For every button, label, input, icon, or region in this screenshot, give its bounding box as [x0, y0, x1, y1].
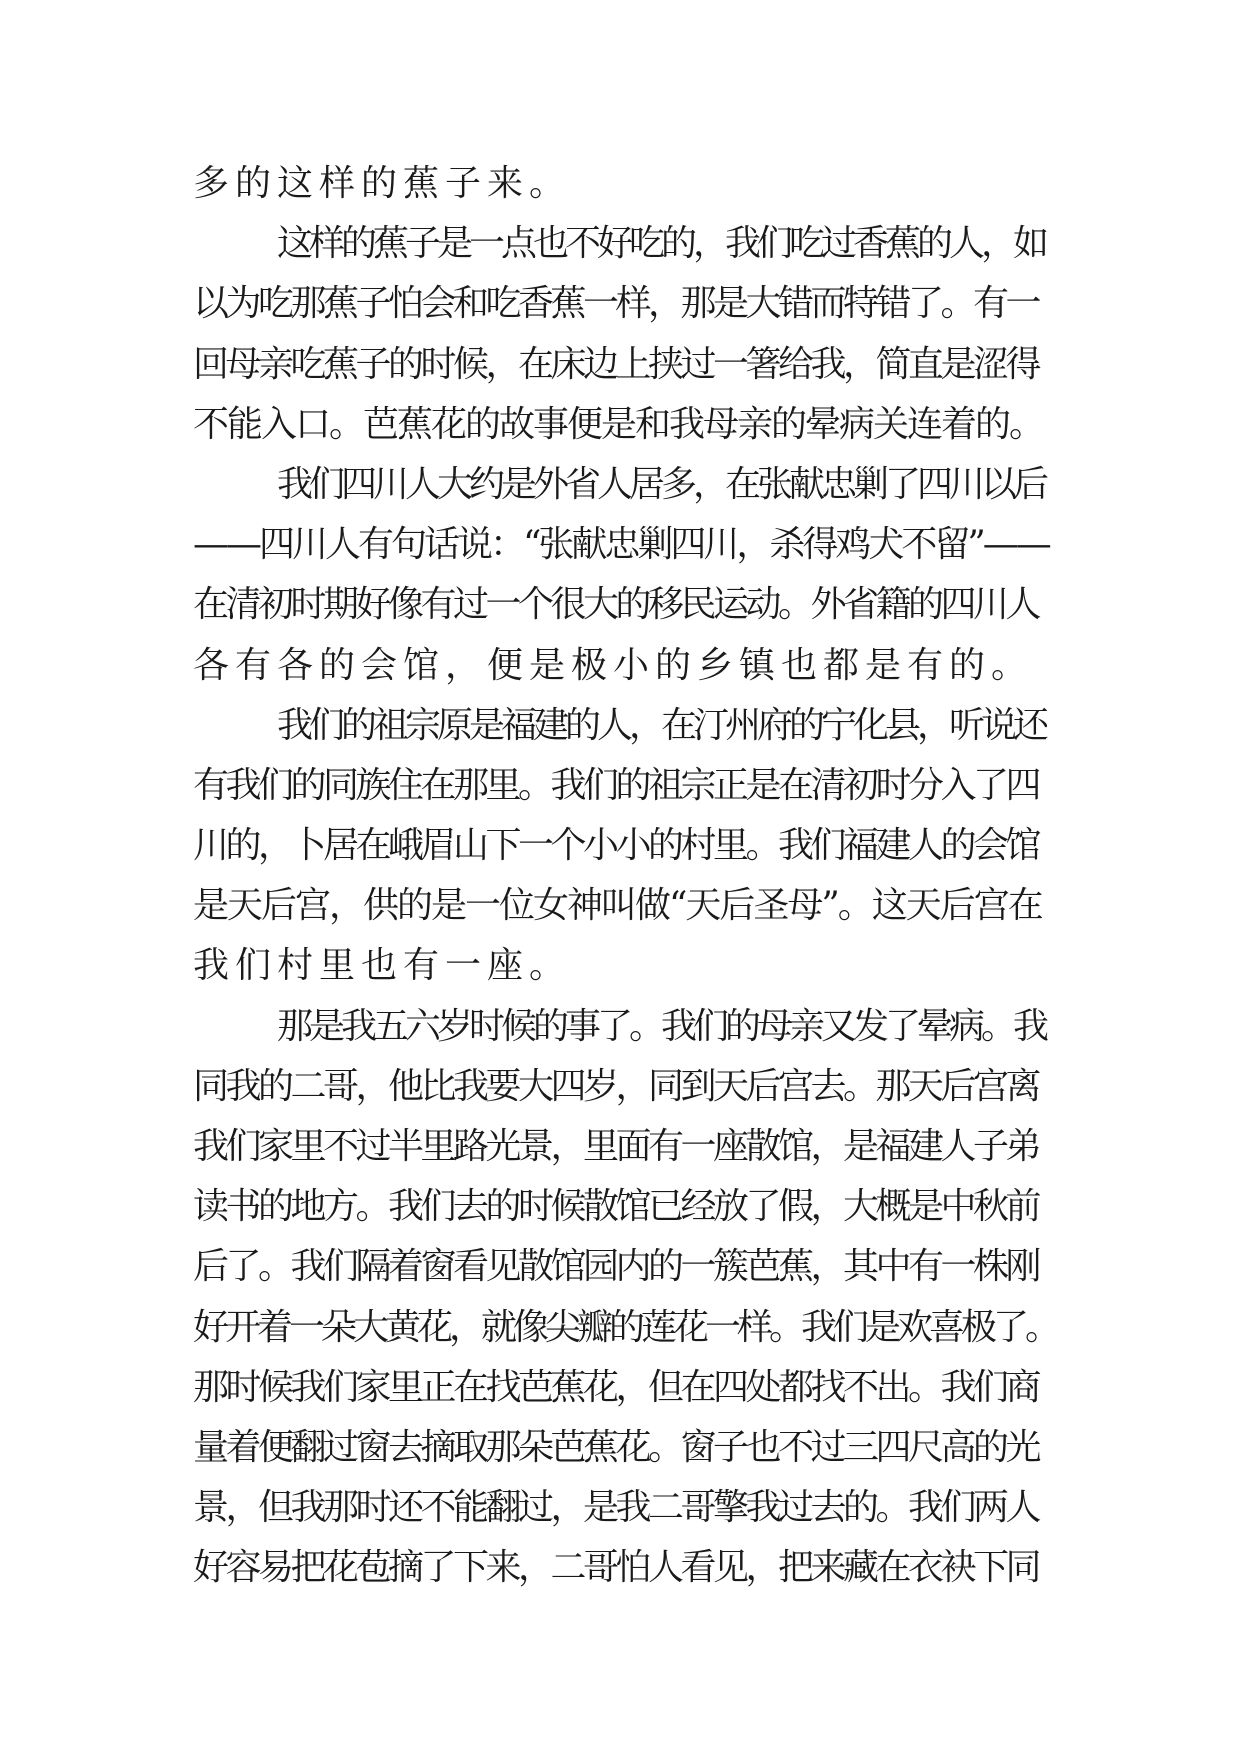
text-line: 以为吃那蕉子怕会和吃香蕉一样，那是大错而特错了。有一 [193, 283, 1039, 325]
text-line: ——四川人有句话说：“张献忠剿四川，杀得鸡犬不留”—— [193, 524, 1049, 566]
text-line: 同我的二哥，他比我要大四岁，同到天后宫去。那天后宫离 [193, 1065, 1039, 1107]
text-line: 好容易把花苞摘了下来，二哥怕人看见，把来藏在衣袂下同 [193, 1547, 1039, 1589]
text-line: 各有各的会馆，便是极小的乡镇也都是有的。 [193, 644, 1034, 686]
text-line: 景，但我那时还不能翻过，是我二哥擎我过去的。我们两人 [193, 1487, 1039, 1529]
text-line: 那时候我们家里正在找芭蕉花，但在四处都找不出。我们商 [193, 1366, 1039, 1408]
text-line: 在清初时期好像有过一个很大的移民运动。外省籍的四川人 [193, 584, 1039, 626]
text-line: 我们村里也有一座。 [193, 945, 572, 987]
text-line: 我们的祖宗原是福建的人，在汀州府的宁化县，听说还 [277, 704, 1046, 746]
text-line: 好开着一朵大黄花，就像尖瓣的莲花一样。我们是欢喜极了。 [193, 1306, 1058, 1348]
text-line: 那是我五六岁时候的事了。我们的母亲又发了晕病。我 [277, 1005, 1046, 1047]
text-line: 我们家里不过半里路光景，里面有一座散馆，是福建人子弟 [193, 1126, 1039, 1167]
text-line: 川的，卜居在峨眉山下一个小小的村里。我们福建人的会馆 [193, 825, 1039, 867]
text-line: 多的这样的蕉子来。 [193, 163, 572, 204]
text-line: 有我们的同族住在那里。我们的祖宗正是在清初时分入了四 [193, 764, 1039, 806]
body-text [193, 154, 1058, 1599]
text-line: 是天后宫，供的是一位女神叫做“天后圣母”。这天后宫在 [193, 885, 1042, 927]
text-line: 这样的蕉子是一点也不好吃的，我们吃过香蕉的人，如 [277, 223, 1046, 265]
text-line: 量着便翻过窗去摘取那朵芭蕉花。窗子也不过三四尺高的光 [193, 1426, 1039, 1468]
text-line: 不能入口。芭蕉花的故事便是和我母亲的晕病关连着的。 [193, 403, 1044, 445]
text-line: 后了。我们隔着窗看见散馆园内的一簇芭蕉，其中有一株刚 [193, 1246, 1039, 1288]
text-line: 我们四川人大约是外省人居多，在张献忠剿了四川以后 [277, 463, 1046, 505]
text-line: 回母亲吃蕉子的时候，在床边上挟过一箸给我，简直是涩得 [193, 343, 1039, 385]
text-line: 读书的地方。我们去的时候散馆已经放了假，大概是中秋前 [193, 1186, 1039, 1228]
